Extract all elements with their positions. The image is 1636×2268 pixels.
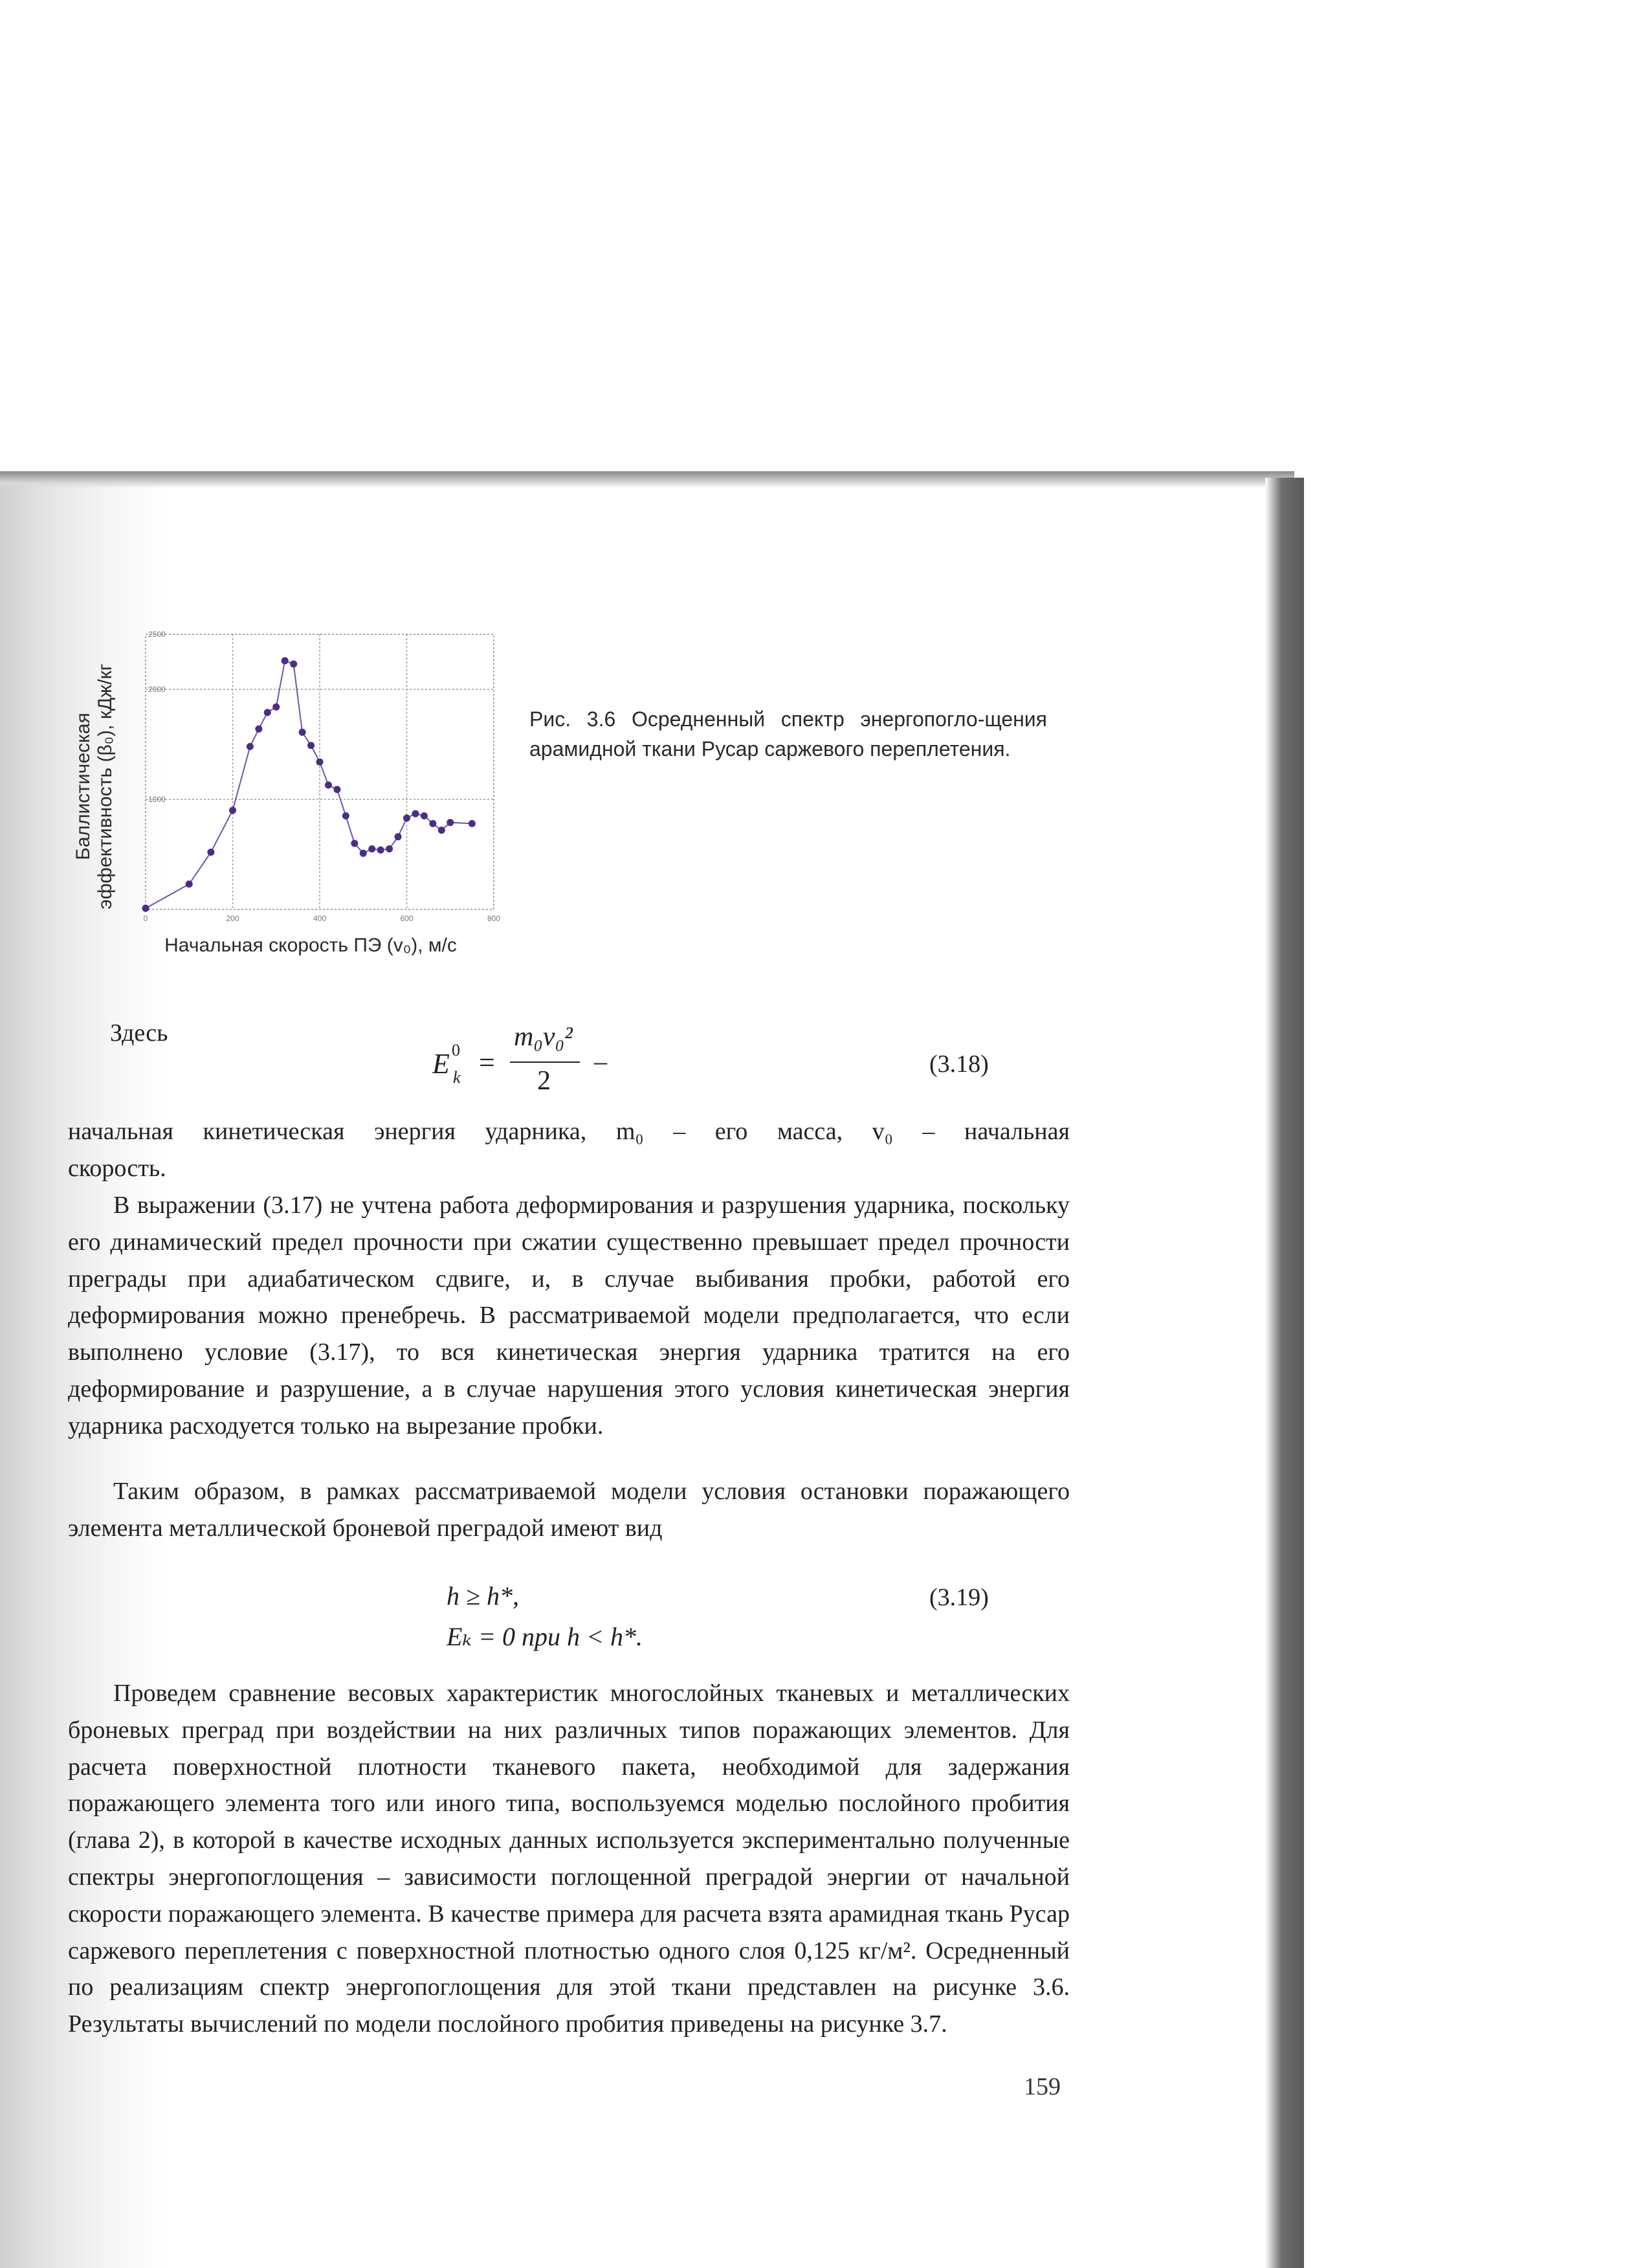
figure-caption: Рис. 3.6 Осредненный спектр энергопогло-щения арамидной ткани Русар саржевого переплетения. [529, 707, 1047, 761]
data-point [247, 743, 254, 750]
formula-dash: – [594, 1047, 607, 1076]
y-tick-label: 1000 [148, 795, 166, 804]
data-point [272, 704, 280, 711]
chart-series-points [142, 657, 476, 912]
data-point [207, 849, 214, 856]
data-point [429, 820, 436, 827]
formula-3-18 [432, 1021, 639, 1096]
data-point [421, 812, 428, 819]
equals-sign: = [479, 1047, 495, 1078]
paragraph-4: Проведем сравнение весовых характеристик многослойных тканевых и металлических броневых преград при воздействии на них различных типов поражающих элементов. Для расчета поверхностной плотности тканевого пакета, необходимой для задержания поражающего элемента того или иного типа, воспользуемся моделью послойного пробития (глава 2), в которой в качестве исходных данных используется экспериментально полученные спектры энергопоглощения – зависимости поглощенной преградой энергии от начальной скорости поражающего элемента. В качестве примера для расчета взята арамидная ткань Русар саржевого переплетения с поверхностной плотностью одного слоя 0,125 кг/м². Осредненный по реализациям спектр энергопоглощения для этой ткани представлен на рисунке 3.6. Результаты вычислений по модели послойного пробития приведены на рисунке 3.7. [68, 1680, 1070, 2038]
y-axis-title-line2: эффективность (β₀), кДж/кг [94, 663, 116, 909]
y-tick-label: 2500 [148, 630, 166, 639]
data-point [447, 819, 454, 826]
data-point [403, 814, 410, 821]
x-tick-label: 200 [226, 914, 239, 923]
data-point [469, 820, 476, 827]
formula-lhs-sub: k [453, 1068, 461, 1087]
page-number: 159 [1024, 2073, 1061, 2100]
chart-series-line [146, 661, 472, 909]
data-point [386, 845, 393, 852]
equation-number-3-18: (3.18) [929, 1051, 989, 1078]
energy-absorption-chart [71, 621, 511, 958]
data-point [351, 840, 358, 847]
formula-numerator: m₀v₀² [514, 1022, 573, 1052]
formula-3-19-line-1: h ≥ h*, [447, 1581, 519, 1610]
paragraph-3: Таким образом, в рамках рассматриваемой модели условия остановки поражающего элемента металлической броневой преградой имеют вид [68, 1478, 1070, 1542]
x-tick-label: 600 [400, 914, 414, 923]
formula-denominator: 2 [537, 1066, 551, 1096]
data-point [395, 833, 402, 840]
data-point [316, 759, 324, 766]
page-top-edge [0, 471, 1294, 488]
x-tick-label: 800 [487, 914, 501, 923]
data-point [438, 827, 445, 834]
figure-3-6 [71, 621, 511, 958]
data-point [368, 845, 375, 852]
data-point [186, 880, 193, 887]
formula-lhs-sup: 0 [452, 1041, 460, 1060]
formula-lhs: E [432, 1048, 450, 1080]
data-point [229, 807, 236, 814]
paragraph-1-line-2: скорость. [68, 1155, 166, 1182]
page-right-edge [1265, 478, 1304, 2268]
data-point [360, 850, 367, 857]
data-point [333, 786, 340, 793]
data-point [412, 810, 419, 817]
data-point [290, 660, 297, 667]
data-point [342, 812, 349, 819]
data-point [142, 905, 149, 912]
data-point [282, 657, 289, 664]
x-tick-label: 0 [143, 914, 148, 923]
data-point [264, 709, 271, 716]
equation-number-3-19: (3.19) [929, 1584, 989, 1611]
x-tick-label: 400 [313, 914, 327, 923]
data-point [377, 847, 384, 854]
series-line [146, 661, 472, 909]
paragraph-1-line-1: начальная кинетическая энергия ударника, m₀ – его масса, v₀ – начальная [68, 1118, 1070, 1145]
blank-scan-area [0, 0, 1636, 478]
y-axis-title-line1: Баллистическая [72, 713, 94, 860]
data-point [307, 742, 315, 749]
fraction-bar [510, 1062, 580, 1063]
data-point [299, 729, 306, 736]
formula-3-19-line-2: Eₖ = 0 при h < h*. [447, 1622, 643, 1651]
data-point [255, 726, 262, 733]
data-point [325, 781, 332, 788]
chart-grid [146, 634, 494, 909]
y-tick-label: 2000 [148, 685, 166, 694]
here-word: Здесь [110, 1019, 168, 1047]
chart-tick-labels [144, 630, 501, 923]
paragraph-2: В выражении (3.17) не учтена работа деформирования и разрушения ударника, поскольку его динамический предел прочности при сжатии существенно превышает предел прочности преграды при адиабатическом сдвиге, и, в случае выбивания пробки, работой его деформирования можно пренебречь. В рассматриваемой модели предполагается, что если выполнено условие (3.17), то вся кинетическая энергия ударника тратится на его деформирование и разрушение, а в случае нарушения этого условия кинетическая энергия ударника расходуется только на вырезание пробки. [68, 1192, 1070, 1440]
x-axis-title: Начальная скорость ПЭ (v₀), м/с [164, 935, 457, 956]
